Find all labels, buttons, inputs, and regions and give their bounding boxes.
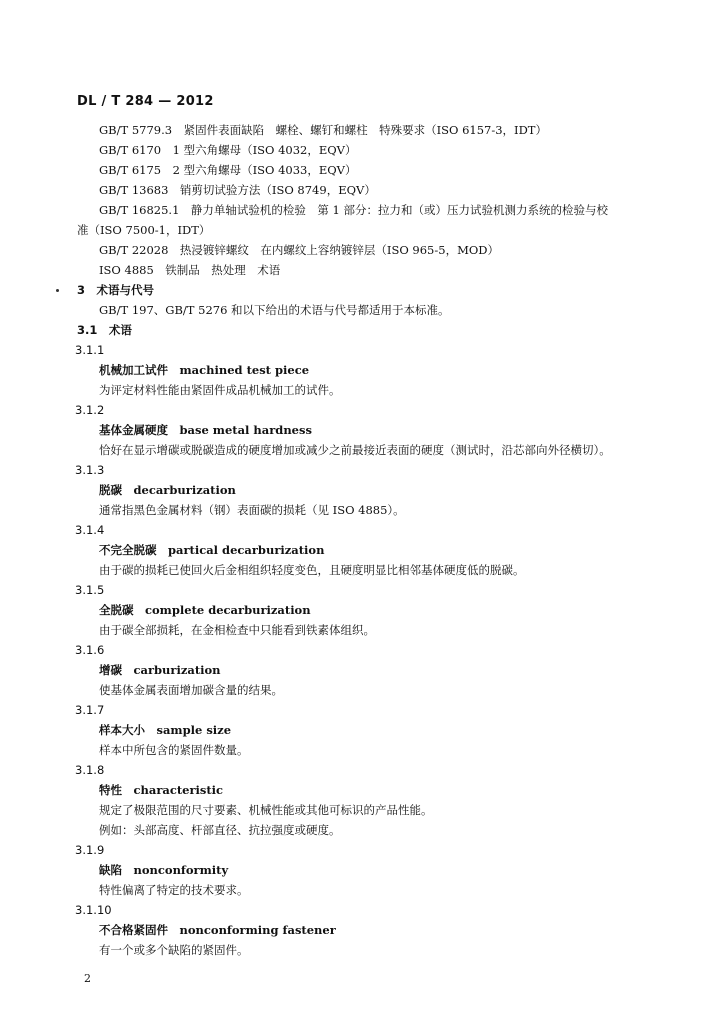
page-number: 2 xyxy=(84,972,91,985)
term-definition: 为评定材料性能由紧固件成品机械加工的试件。 xyxy=(99,383,341,397)
term-definition: 通常指黑色金属材料（钢）表面碳的损耗（见 ISO 4885）。 xyxy=(99,503,405,517)
term-title: 基体金属硬度 base metal hardness xyxy=(99,423,312,437)
term-title: 不合格紧固件 nonconforming fastener xyxy=(99,923,336,937)
section-intro: GB/T 197、GB/T 5276 和以下给出的术语与代号都适用于本标准。 xyxy=(99,303,450,317)
term-title: 缺陷 nonconformity xyxy=(99,863,229,877)
reference-line-continuation: 准（ISO 7500-1，IDT） xyxy=(77,223,211,237)
term-number: 3.1.5 xyxy=(75,583,105,597)
term-title: 增碳 carburization xyxy=(99,663,221,677)
term-number: 3.1.8 xyxy=(75,763,105,777)
term-definition: 恰好在显示增碳或脱碳造成的硬度增加或减少之前最接近表面的硬度（测试时，沿芯部向外径横切）。 xyxy=(99,443,611,457)
term-definition: 由于碳的损耗已使回火后金相组织轻度变色，且硬度明显比相邻基体硬度低的脱碳。 xyxy=(99,563,525,577)
term-definition: 规定了极限范围的尺寸要素、机械性能或其他可标识的产品性能。 xyxy=(99,803,433,817)
term-number: 3.1.7 xyxy=(75,703,105,717)
term-number: 3.1.4 xyxy=(75,523,105,537)
term-number: 3.1.3 xyxy=(75,463,105,477)
term-title: 特性 characteristic xyxy=(99,783,224,797)
term-definition: 使基体金属表面增加碳含量的结果。 xyxy=(99,683,283,697)
term-example: 例如：头部高度、杆部直径、抗拉强度或硬度。 xyxy=(99,823,341,837)
reference-line: GB/T 13683 销剪切试验方法（ISO 8749，EQV） xyxy=(99,183,376,197)
term-definition: 特性偏离了特定的技术要求。 xyxy=(99,883,249,897)
section-heading: 3 术语与代号 xyxy=(77,283,155,297)
term-number: 3.1.10 xyxy=(75,903,112,917)
term-definition: 样本中所包含的紧固件数量。 xyxy=(99,743,249,757)
reference-line: GB/T 6170 1 型六角螺母（ISO 4032，EQV） xyxy=(99,143,357,157)
reference-line: GB/T 22028 热浸镀锌螺纹 在内螺纹上容纳镀锌层（ISO 965-5，MOD） xyxy=(99,243,499,257)
term-number: 3.1.2 xyxy=(75,403,105,417)
term-title: 不完全脱碳 partical decarburization xyxy=(99,543,325,557)
reference-line: GB/T 16825.1 静力单轴试验机的检验 第 1 部分：拉力和（或）压力试验机测力系统的检验与校 xyxy=(99,203,609,217)
term-title: 脱碳 decarburization xyxy=(99,483,236,497)
term-title: 机械加工试件 machined test piece xyxy=(99,363,310,377)
term-number: 3.1.9 xyxy=(75,843,105,857)
reference-line: ISO 4885 铁制品 热处理 术语 xyxy=(99,263,281,277)
reference-line: GB/T 6175 2 型六角螺母（ISO 4033，EQV） xyxy=(99,163,357,177)
document-code-header: DL / T 284 — 2012 xyxy=(77,94,214,109)
term-title: 样本大小 sample size xyxy=(99,723,232,737)
reference-line: GB/T 5779.3 紧固件表面缺陷 螺栓、螺钉和螺柱 特殊要求（ISO 6157-3，IDT） xyxy=(99,123,547,137)
term-title: 全脱碳 complete decarburization xyxy=(99,603,311,617)
term-number: 3.1.1 xyxy=(75,343,105,357)
term-definition: 由于碳全部损耗，在金相检查中只能看到铁素体组织。 xyxy=(99,623,375,637)
term-number: 3.1.6 xyxy=(75,643,105,657)
term-definition: 有一个或多个缺陷的紧固件。 xyxy=(99,943,249,957)
subsection-heading: 3.1 术语 xyxy=(77,323,132,337)
